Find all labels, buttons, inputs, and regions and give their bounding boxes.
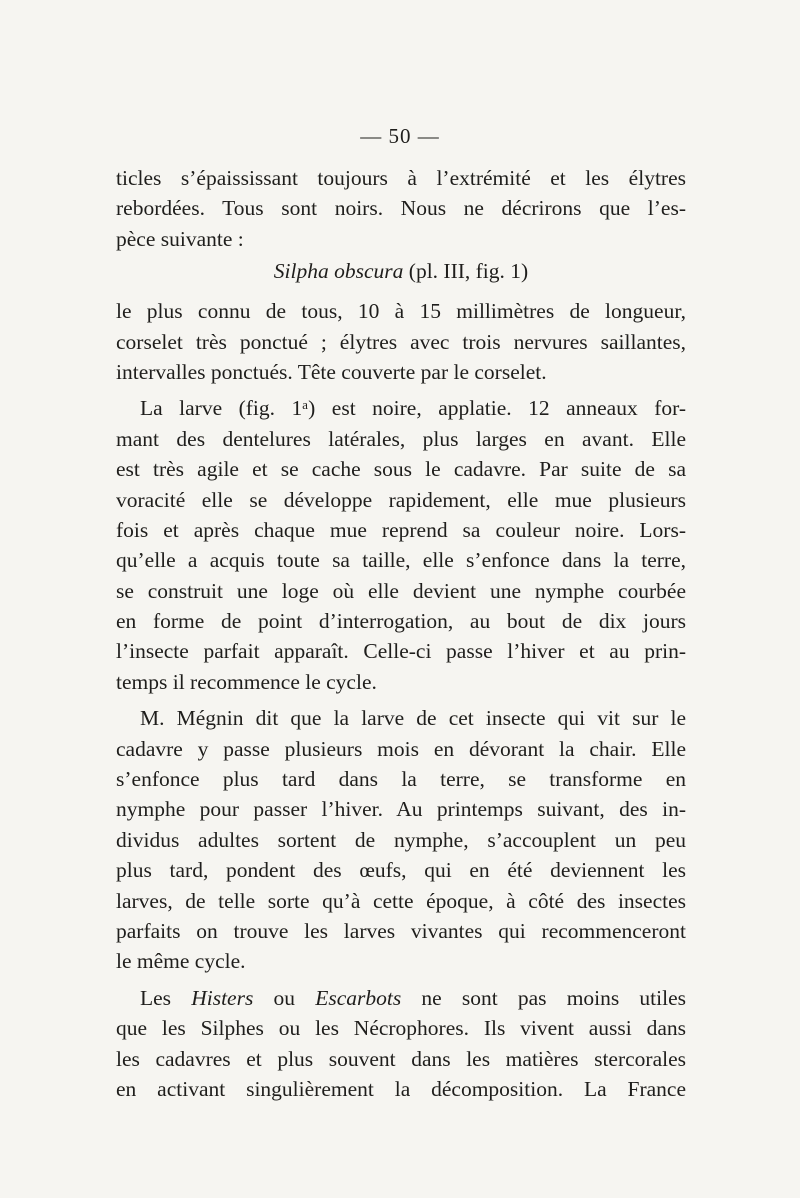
text-line: est très agile et se cache sous le cadavre. Par suite de sa [116,457,686,482]
text-line: nymphe pour passer l’hiver. Au printemps suivant, des in- [116,797,686,822]
species-reference: (pl. III, fig. 1) [403,259,529,284]
text-line: se construit une loge où elle devient une nymphe courbée [116,578,686,603]
text-line: fois et après chaque mue reprend sa couleur noire. Lors- [116,517,686,542]
text-line: rebordées. Tous sont noirs. Nous ne décrirons que l’es- [116,196,686,221]
text-line: les cadavres et plus souvent dans les matières stercorales [116,1046,686,1071]
text-line: mant des dentelures latérales, plus larges en avant. Elle [116,426,686,451]
text-line: ticles s’épaississant toujours à l’extrémité et les élytres [116,166,686,190]
text-line: que les Silphes ou les Nécrophores. Ils vivent aussi dans [116,1016,686,1041]
text-line: en forme de point d’interrogation, au bout de dix jours [116,609,686,634]
page-number: — 50 — [360,124,440,148]
text-line: M. Mégnin dit que la larve de cet insecte qui vit sur le [140,706,686,731]
text-run: Les [140,985,192,1010]
text-line: le même cycle. [116,949,246,974]
text-line: La larve (fig. 1ᵃ) est noire, applatie. 12 anneaux for- [140,396,686,421]
text-line: voracité elle se développe rapidement, elle mue plusieurs [116,487,686,512]
text-line: plus tard, pondent des œufs, qui en été deviennent les [116,858,686,883]
genus-name: Histers [191,985,254,1010]
page-body [116,163,686,1104]
text-line: le plus connu de tous, 10 à 15 millimètres de longueur, [116,299,686,324]
text-line: en activant singulièrement la décomposition. La France [116,1076,686,1101]
text-line: parfaits on trouve les larves vivantes qui recommenceront [116,918,686,943]
text-line: dividus adultes sortent de nymphe, s’accouplent un peu [116,827,686,852]
text-line: s’enfonce plus tard dans la terre, se transforme en [116,767,686,792]
text-line: intervalles ponctués. Tête couverte par le corselet. [116,359,547,384]
text-run: ne sont pas moins utiles [401,985,687,1010]
text-line: corselet très ponctué ; élytres avec trois nervures saillantes, [116,329,686,354]
text-run: ou [253,985,316,1010]
text-line: pèce suivante : [116,226,244,251]
text-line: l’insecte parfait apparaît. Celle-ci passe l’hiver et au prin- [116,639,686,664]
text-line: temps il recommence le cycle. [116,669,377,694]
text-line [116,983,686,1013]
genus-name: Escarbots [315,985,402,1010]
text-line: qu’elle a acquis toute sa taille, elle s’enfonce dans la terre, [116,548,686,573]
species-heading [116,254,686,296]
species-name: Silpha obscura [273,259,404,284]
text-line: larves, de telle sorte qu’à cette époque, à côté des insectes [116,888,686,913]
text-line: cadavre y passe plusieurs mois en dévorant la chair. Elle [116,736,686,761]
